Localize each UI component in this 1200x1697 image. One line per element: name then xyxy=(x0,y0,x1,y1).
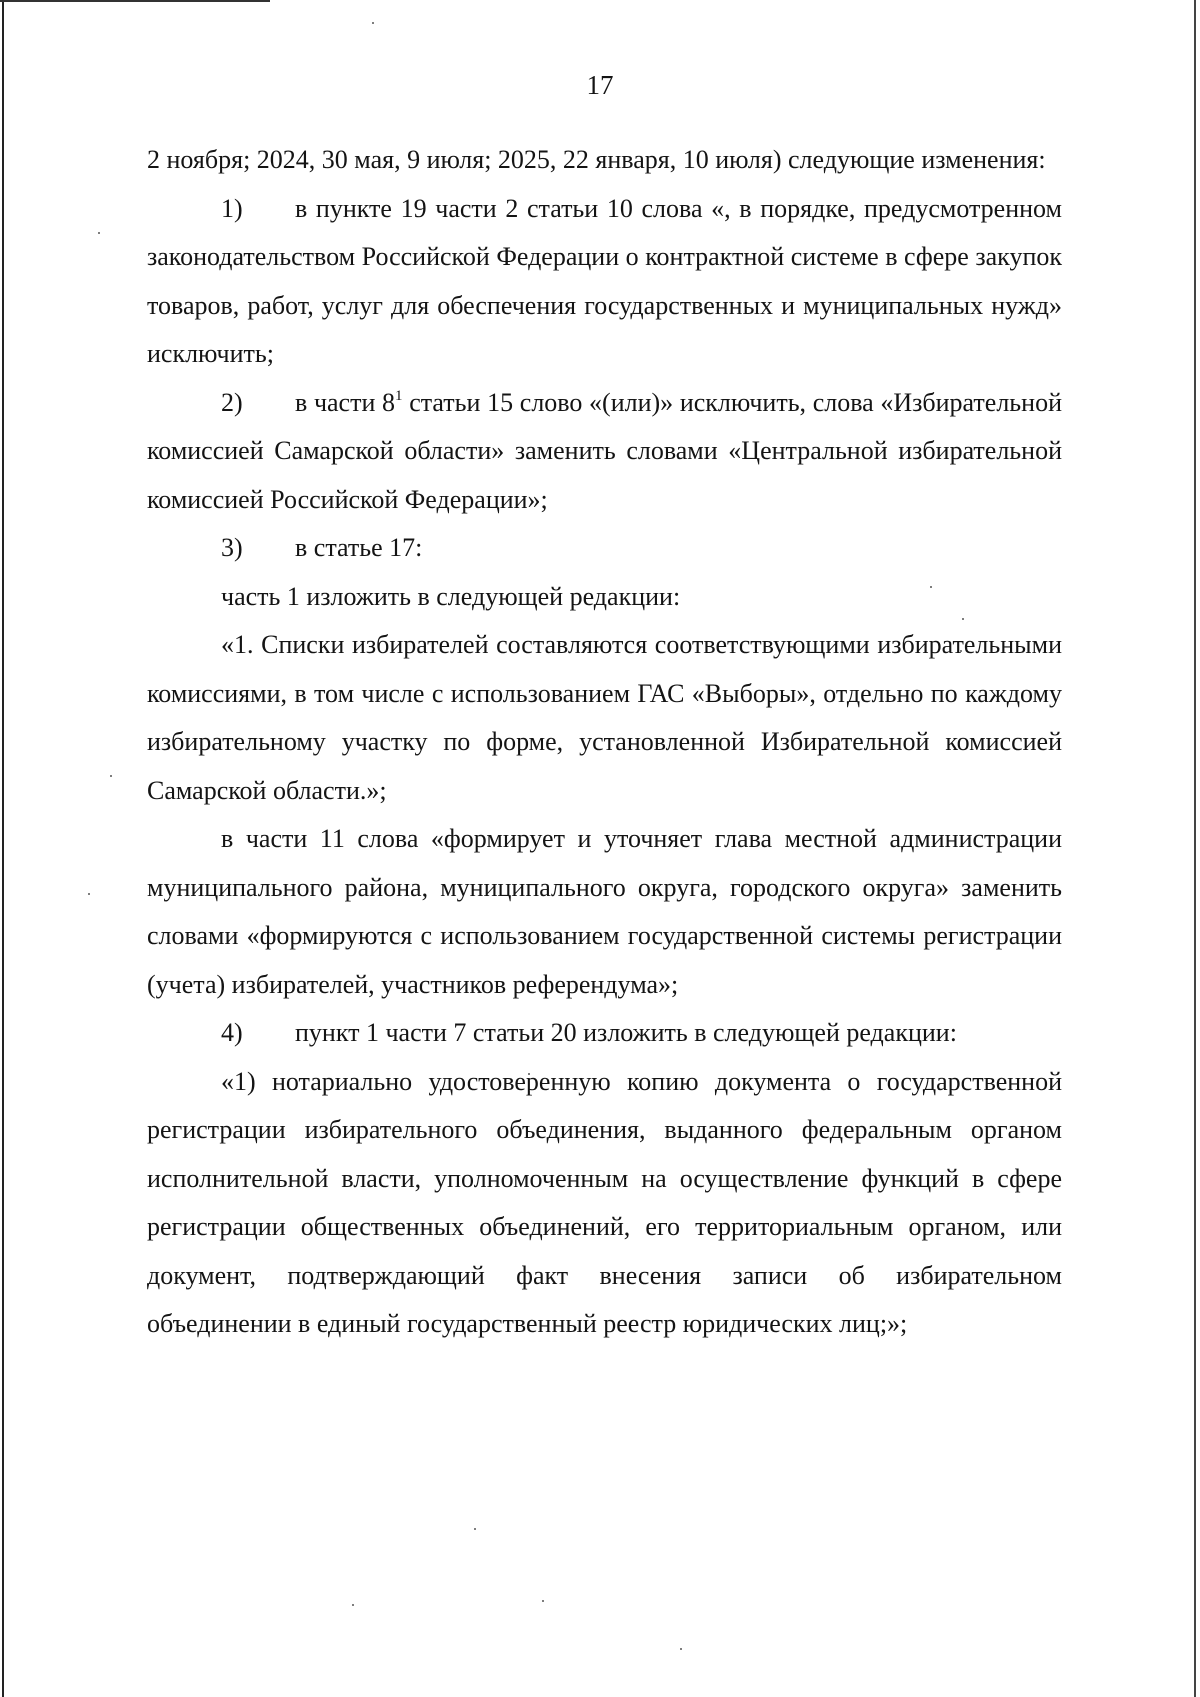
item-number: 1) xyxy=(221,193,243,223)
scan-speck xyxy=(110,775,112,777)
scan-speck xyxy=(542,1600,544,1602)
item-text: пункт 1 части 7 статьи 20 изложить в следующей редакции: xyxy=(295,1018,957,1047)
scan-speck xyxy=(680,1648,682,1650)
paragraph-item-4 xyxy=(147,1009,1062,1058)
paragraph-intro: 2 ноября; 2024, 30 мая, 9 июля; 2025, 22 января, 10 июля) следующие изменения: xyxy=(147,145,1046,174)
scan-speck xyxy=(88,893,90,895)
scan-speck xyxy=(98,232,100,234)
document-body xyxy=(147,136,1062,1349)
scan-edge-top xyxy=(0,0,270,2)
scan-speck xyxy=(474,1528,476,1530)
item-text: статьи 15 слово «(или)» исключить, слова «Избирательной комиссией Самарской области» заменить словами «Центральной избирательной комиссией Российской Федерации»; xyxy=(147,387,1062,514)
paragraph-item-2 xyxy=(147,379,1062,525)
item-number: 4) xyxy=(221,1018,243,1047)
item-text: в пункте 19 части 2 статьи 10 слова «, в порядке, предусмотренном законодательством Российской Федерации о контрактной системе в сфере закупок товаров, работ, услуг для обеспечения государственных и муниципальных нужд» исключить; xyxy=(147,193,1062,368)
item-number: 3) xyxy=(221,533,243,562)
scan-edge-right xyxy=(1194,0,1196,1697)
item-number: 2) xyxy=(221,387,243,417)
paragraph-quote-lists: «1. Списки избирателей составляются соответствующими избирательными комиссиями, в том числе с использованием ГАС «Выборы», отдельно по каждому избирательному участку по форме, установленной Избирательной комиссией Самарской области.»; xyxy=(147,630,1062,805)
paragraph-part-1: часть 1 изложить в следующей редакции: xyxy=(221,581,681,611)
scan-edge-left xyxy=(2,0,4,1697)
scan-speck xyxy=(352,1604,354,1606)
superscript: 1 xyxy=(395,387,403,404)
paragraph-part-11: в части 11 слова «формирует и уточняет глава местной администрации муниципального района, муниципального округа, городского округа» заменить словами «формируются с использованием государственной системы регистрации (учета) избирателей, участников референдума»; xyxy=(147,824,1062,999)
scan-speck xyxy=(372,22,374,24)
item-text: в части 8 xyxy=(295,387,396,417)
item-text: в статье 17: xyxy=(295,533,423,562)
paragraph-item-3 xyxy=(147,524,1062,573)
paragraph-quote-notary: «1) нотариально удостоверенную копию документа о государственной регистрации избирательного объединения, выданного федеральным органом исполнительной власти, уполномоченным на осуществление функций в сфере регистрации общественных объединений, его территориальным органом, или документ, подтверждающий факт внесения записи об избирательном объединении в единый государственный реестр юридических лиц;»; xyxy=(147,1066,1062,1338)
page-number: 17 xyxy=(586,70,614,100)
paragraph-item-1 xyxy=(147,185,1062,379)
